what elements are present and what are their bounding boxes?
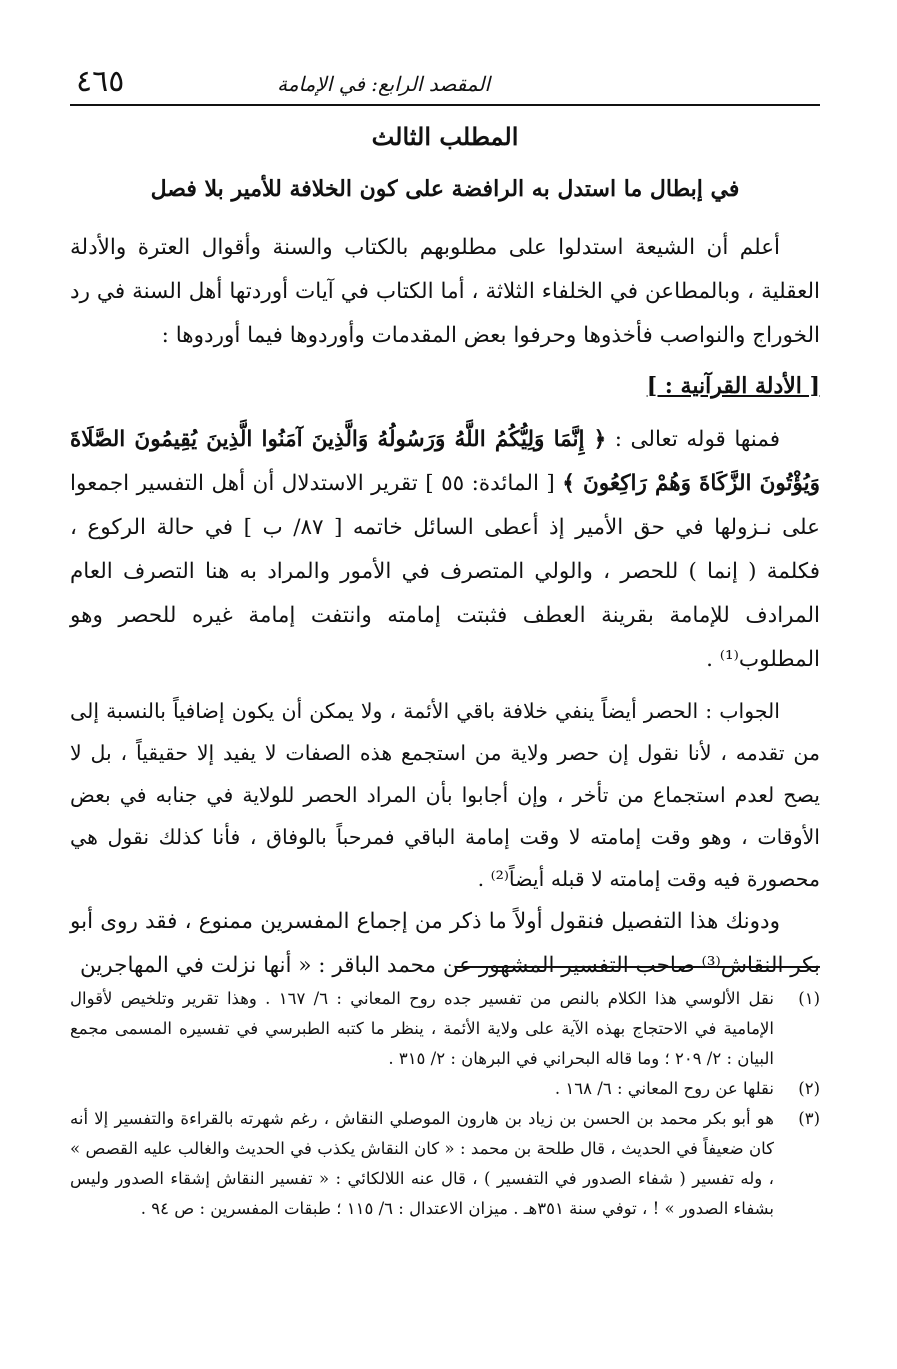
footnote bbox=[70, 1104, 820, 1224]
running-title: المقصد الرابع: في الإمامة bbox=[277, 72, 490, 96]
intro-paragraph: أعلم أن الشيعة استدلوا على مطلوبهم بالكتاب والسنة وأقوال العترة والأدلة العقلية ، وبالمطاعن في الخلفاء الثلاثة ، أما الكتاب في آيات أوردتها أهل السنة في رد الخوراج والنواصب فأخذوها وحرفوا بعض المقدمات وأوردوها فيما أوردوها : bbox=[70, 235, 820, 348]
quran-verse: ﴿ إِنَّمَا وَلِيُّكُمُ اللَّهُ وَرَسُولُهُ وَالَّذِينَ آمَنُوا الَّذِينَ يُقِيمُونَ الصَّلَاةَ وَيُؤْتُونَ الزَّكَاةَ وَهُمْ رَاكِعُونَ ﴾ bbox=[70, 427, 820, 496]
footnote-divider bbox=[455, 966, 820, 968]
verse-lead: فمنها قوله تعالى : bbox=[614, 427, 780, 452]
verse-commentary: [ المائدة: ٥٥ ] تقرير الاستدلال أن أهل التفسير اجمعوا على نـزولها في حق الأمير إذ أعطى السائل خاتمه [ ٨٧/ ب ] في حالة الركوع ، فكلمة ( إنما ) للحصر ، والولي المتصرف في الأمور والمراد به هنا التصرف العام المرادف للإمامة بقرينة العطف فثبتت إمامته وانتفت إمامة غيره للحصر وهو المطلوب⁽¹⁾ . bbox=[70, 471, 820, 672]
answer-paragraph: الجواب : الحصر أيضاً ينفي خلافة باقي الأئمة ، ولا يمكن أن يكون إضافياً بالنسبة إلى من تقدمه ، لأنا نقول إن حصر ولاية من استجمع هذه الصفات لا يفيد إلا حقيقياً ، بل لا يصح لعدم استجماع من تأخر ، وإن أجابوا بأن المراد الحصر للولاية في جنابه في بعض الأوقات ، وهو وقت إمامته لا وقت إمامة الباقي فمرحباً بالوفاق ، فأنا كذلك نقول هي محصورة فيه وقت إمامته لا قبله أيضاً⁽²⁾ . bbox=[70, 699, 820, 891]
detail-paragraph: ودونك هذا التفصيل فنقول أولاً ما ذكر من إجماع المفسرين ممنوع ، فقد روى أبو بكر النقاش⁽³⁾ صاحب التفسير المشهور عن محمد الباقر : « أنها نزلت في المهاجرين bbox=[70, 909, 820, 978]
section-title: المطلب الثالث bbox=[371, 122, 519, 151]
footnote bbox=[70, 984, 820, 1074]
verse-paragraph bbox=[70, 418, 820, 682]
footnote bbox=[70, 1074, 820, 1104]
footnotes bbox=[70, 984, 820, 1224]
quranic-evidence-heading: [ الأدلة القرآنية : ] bbox=[646, 373, 820, 399]
section-subtitle: في إبطال ما استدل به الرافضة على كون الخلافة للأمير بلا فصل bbox=[150, 176, 740, 202]
footnote-number: (٣) bbox=[798, 1109, 820, 1128]
footnote-text: نقلها عن روح المعاني : ٦/ ١٦٨ . bbox=[554, 1079, 774, 1098]
footnote-text: نقل الألوسي هذا الكلام بالنص من تفسير جده روح المعاني : ٦/ ١٦٧ . وهذا تقرير وتلخيص لأقوال الإمامية في الاحتجاج بهذه الآية على ولاية الأئمة ، ينظر ما كتبه الطبرسي في تفسيره المسمى مجمع البيان : ٢/ ٢٠٩ ؛ وما قاله البحراني في البرهان : ٢/ ٣١٥ . bbox=[70, 989, 774, 1068]
main-text bbox=[70, 226, 820, 988]
footnote-number: (٢) bbox=[798, 1079, 820, 1098]
page-number: ٤٦٥ bbox=[76, 64, 125, 99]
page-header bbox=[70, 62, 820, 106]
footnote-text: هو أبو بكر محمد بن الحسن بن زياد بن هارون الموصلي النقاش ، رغم شهرته بالقراءة والتفسير إلا أنه كان ضعيفاً في الحديث ، قال طلحة بن محمد : « كان النقاش يكذب في الحديث والغالب عليه القصص » ، وله تفسير ( شفاء الصدور في التفسير ) ، قال عنه اللالكائي : « تفسير النقاش إشقاء الصدور وليس بشفاء الصدور » ! ، توفي سنة ٣٥١هـ . ميزان الاعتدال : ٦/ ١١٥ ؛ طبقات المفسرين : ص ٩٤ . bbox=[70, 1109, 774, 1218]
footnote-number: (١) bbox=[798, 989, 820, 1008]
